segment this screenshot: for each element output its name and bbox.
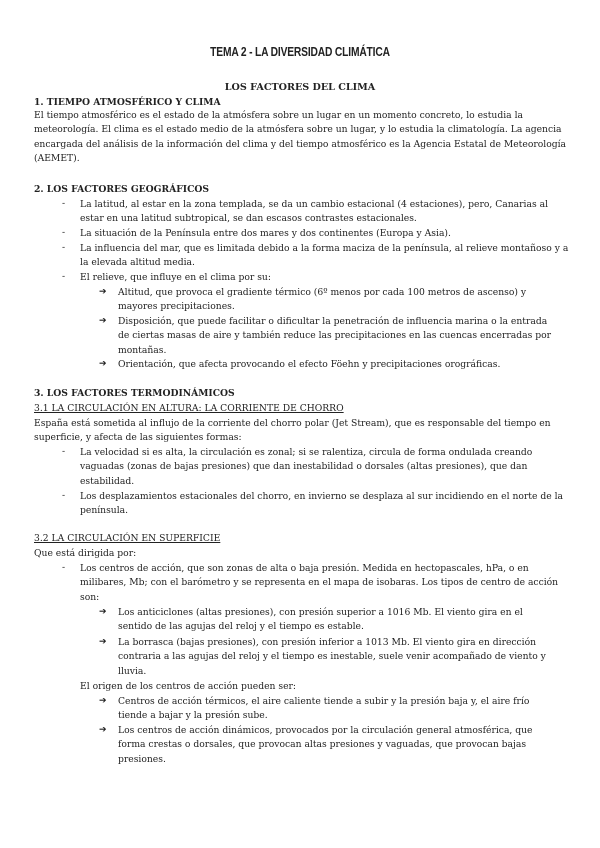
section-3-heading: 3. LOS FACTORES TERMODINÁMICOS [34,388,235,399]
bullet-dash: - [62,271,66,282]
list-item: Los centros de acción, que son zonas de alta o baja presión. Medida en hectopascales, hPa, o en milibares, Mb; con el barómetro y se representa en el mapa de isobaras. Los tipos de centro de acción son: [80,563,559,603]
bullet-dash: - [62,446,66,457]
arrow-icon: ➔ [99,286,107,297]
subsection-3-1-paragraph: España está sometida al influjo de la corriente del chorro polar (Jet Stream), que es responsable del tiempo en superficie, y afecta de las siguientes formas: [34,418,551,444]
document-subtitle: LOS FACTORES DEL CLIMA [224,82,376,93]
list-item: Los desplazamientos estacionales del chorro, en invierno se desplaza al sur incidiendo en el norte de la península. [80,491,563,517]
sub-list-item: Disposición, que puede facilitar o dificultar la penetración de influencia marina o la entrada de ciertas masas de aire y también reduce las precipitaciones en las cuencas encerradas por montañas. [118,316,552,356]
sub-list-item: Orientación, que afecta provocando el efecto Föehn y precipitaciones orográficas. [118,359,501,370]
arrow-icon: ➔ [99,315,107,326]
sub-list-item: Centros de acción térmicos, el aire caliente tiende a subir y la presión baja y, el aire frío tiende a bajar y la presión sube. [118,696,530,722]
section-1-heading: 1. TIEMPO ATMOSFÉRICO Y CLIMA [34,97,221,108]
list-item: La velocidad si es alta, la circulación es zonal; si se ralentiza, circula de forma ondulada creando vaguadas (zonas de bajas presiones) que dan inestabilidad o dorsales (altas presiones), que dan estabilidad. [80,447,533,487]
arrow-icon: ➔ [99,358,107,369]
subsection-3-1-heading: 3.1 LA CIRCULACIÓN EN ALTURA: LA CORRIENTE DE CHORRO [34,403,344,414]
list-item: La latitud, al estar en la zona templada, se da un cambio estacional (4 estaciones), pero, Canarias al estar en una latitud subtropical, se dan escasos contrastes estacionales. [80,199,549,225]
section-1-paragraph: El tiempo atmosférico es el estado de la atmósfera sobre un lugar en un momento concreto, lo estudia la meteorología. El clima es el estado medio de la atmósfera sobre un lugar, y lo estudia la climatología. La agencia encargada del análisis de la información del clima y del tiempo atmosférico es la Agencia Estatal de Meteorología (AEMET). [34,110,567,164]
bullet-dash: - [62,490,66,501]
list-item: La situación de la Península entre dos mares y dos continentes (Europa y Asia). [80,228,451,239]
bullet-dash: - [62,562,66,573]
sub-list-item: Los anticiclones (altas presiones), con presión superior a 1016 Mb. El viento gira en el sentido de las agujas del reloj y el tiempo es estable. [118,607,523,633]
list-item: La influencia del mar, que es limitada debido a la forma maciza de la península, al relieve montañoso y a la elevada altitud media. [80,243,569,269]
sub-list-item: La borrasca (bajas presiones), con presión inferior a 1013 Mb. El viento gira en dirección contraria a las agujas del reloj y el tiempo es inestable, suele venir acompañado de viento y lluvia. [118,637,546,677]
section-2-heading: 2. LOS FACTORES GEOGRÁFICOS [34,184,210,195]
list-item: El relieve, que influye en el clima por su: [80,272,271,283]
sub-list-item: Los centros de acción dinámicos, provocados por la circulación general atmosférica, que forma crestas o dorsales, que provocan altas presiones y vaguadas, que provocan bajas presiones. [118,725,533,765]
bullet-dash: - [62,242,66,253]
bullet-dash: - [62,198,66,209]
arrow-icon: ➔ [99,724,107,735]
arrow-icon: ➔ [99,695,107,706]
arrow-icon: ➔ [99,606,107,617]
origin-line: El origen de los centros de acción pueden ser: [80,681,297,692]
arrow-icon: ➔ [99,636,107,647]
bullet-dash: - [62,227,66,238]
document-title: TEMA 2 - LA DIVERSIDAD CLIMÁTICA [210,45,390,59]
subsection-3-2-heading: 3.2 LA CIRCULACIÓN EN SUPERFICIE [34,533,221,544]
subsection-3-2-paragraph: Que está dirigida por: [34,548,137,559]
sub-list-item: Altitud, que provoca el gradiente térmico (6º menos por cada 100 metros de ascenso) y mayores precipitaciones. [118,287,527,313]
